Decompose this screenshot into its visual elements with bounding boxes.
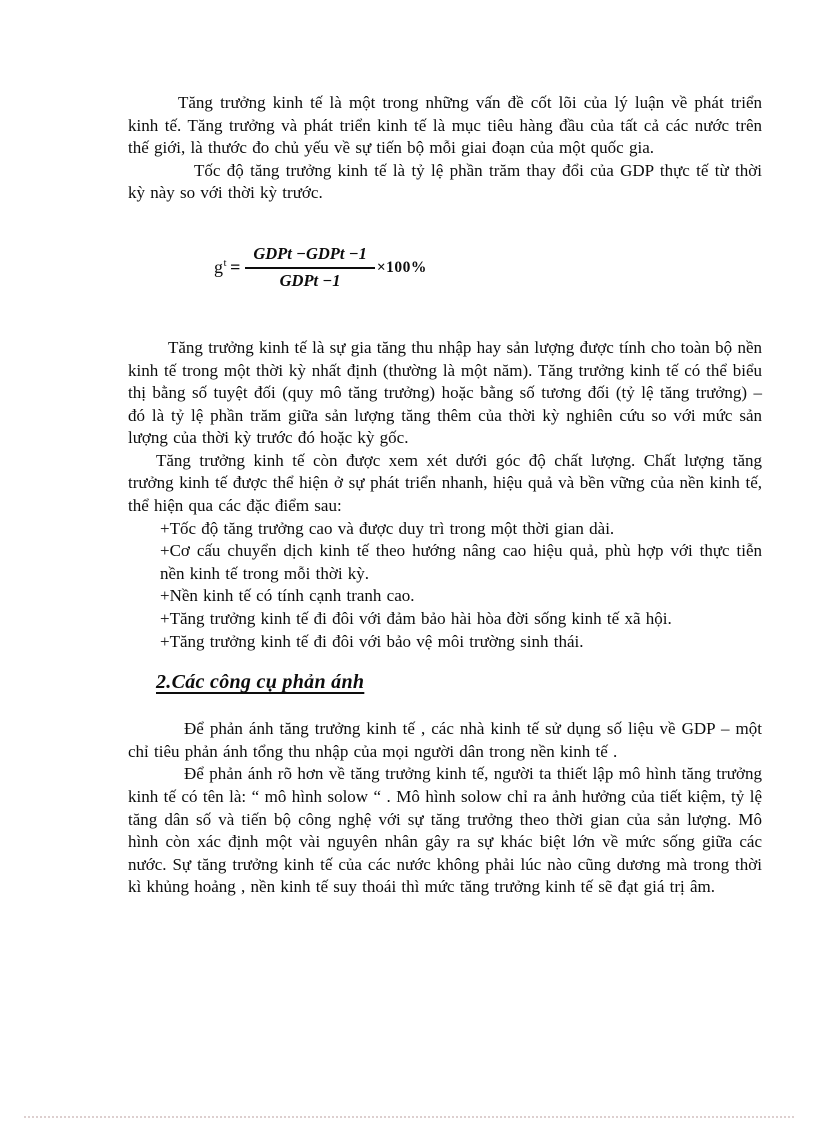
document-body (128, 92, 762, 899)
formula-exponent: t (223, 257, 228, 270)
list-item: +Tăng trưởng kinh tế đi đôi với đảm bảo hài hòa đời sống kinh tế xã hội. (160, 609, 672, 629)
quality-criteria-list (160, 518, 762, 654)
list-item: +Tăng trưởng kinh tế đi đôi với bảo vệ môi trường sinh thái. (160, 631, 584, 651)
formula-variable: $g^t$ (214, 257, 228, 278)
formula-denominator: GDPt −1 (279, 270, 341, 290)
section-heading: 2.Các công cụ phản ánh (156, 671, 365, 694)
list-item: +Cơ cấu chuyển dịch kinh tế theo hướng nâng cao hiệu quả, phù hợp với thực tiễn nền kinh tế trong mỗi thời kỳ. (160, 541, 762, 583)
paragraph-definition-2: Tăng trưởng kinh tế còn được xem xét dưới góc độ chất lượng. Chất lượng tăng trưởng kinh tế được thể hiện ở sự phát triển nhanh, hiệu quả và bền vững của nền kinh tế, thể hiện qua các đặc điểm sau: (128, 450, 762, 516)
formula-fraction (245, 245, 375, 291)
paragraph-intro-2: Tốc độ tăng trưởng kinh tế là tỷ lệ phần trăm thay đổi của GDP thực tế từ thời kỳ này so với thời kỳ trước. (128, 160, 762, 203)
list-item: +Nền kinh tế có tính cạnh tranh cao. (160, 586, 415, 606)
formula-equals-sign: = (230, 257, 241, 278)
footer-divider-line (24, 1116, 794, 1118)
paragraph-intro-1: Tăng trưởng kinh tế là một trong những vấn đề cốt lõi của lý luận về phát triển kinh tế. Tăng trưởng và phát triển kinh tế là mục tiêu hàng đầu của tất cả các nước trên thế giới, là thước đo chủ yếu về sự tiến bộ mỗi giai đoạn của một quốc gia. (128, 93, 762, 158)
paragraph-section-1: Để phản ánh tăng trưởng kinh tế , các nhà kinh tế sử dụng số liệu về GDP – một chỉ tiêu phản ánh tổng thu nhập của mọi người dân trong nền kinh tế . (128, 719, 762, 761)
paragraph-section-2: Để phản ánh rõ hơn về tăng trưởng kinh tế, người ta thiết lập mô hình tăng trưởng kinh tế có tên là: “ mô hình solow “ . Mô hình solow chỉ ra ảnh hưởng của tiết kiệm, tỷ lệ tăng dân số và tiến bộ công nghệ với sự tăng trưởng theo thời gian của sản lượng. Mô hình còn xác định một vài nguyên nhân gây ra sự khác biệt lớn về mức sống giữa các nước. Sự tăng trưởng kinh tế của các nước không phải lúc nào cũng dương mà trong thời kì khủng hoảng , nền kinh tế suy thoái thì mức tăng trưởng kinh tế sẽ đạt giá trị âm. (128, 764, 762, 897)
growth-rate-formula (214, 245, 762, 291)
formula-numerator: GDPt −GDPt −1 (245, 245, 375, 269)
formula-multiplier: ×100% (376, 258, 427, 276)
list-item: +Tốc độ tăng trưởng cao và được duy trì trong một thời gian dài. (160, 518, 615, 538)
paragraph-definition-1: Tăng trưởng kinh tế là sự gia tăng thu nhập hay sản lượng được tính cho toàn bộ nền kinh tế trong một thời kỳ nhất định (thường là một năm). Tăng trưởng kinh tế có thể biểu thị bằng số tuyệt đối (quy mô tăng trưởng) hoặc bằng số tương đối (tỷ lệ tăng trưởng) – đó là tỷ lệ phần trăm giữa sản lượng tăng thêm của thời kỳ nghiên cứu so với mức sản lượng của thời kỳ trước đó hoặc kỳ gốc. (128, 337, 762, 448)
